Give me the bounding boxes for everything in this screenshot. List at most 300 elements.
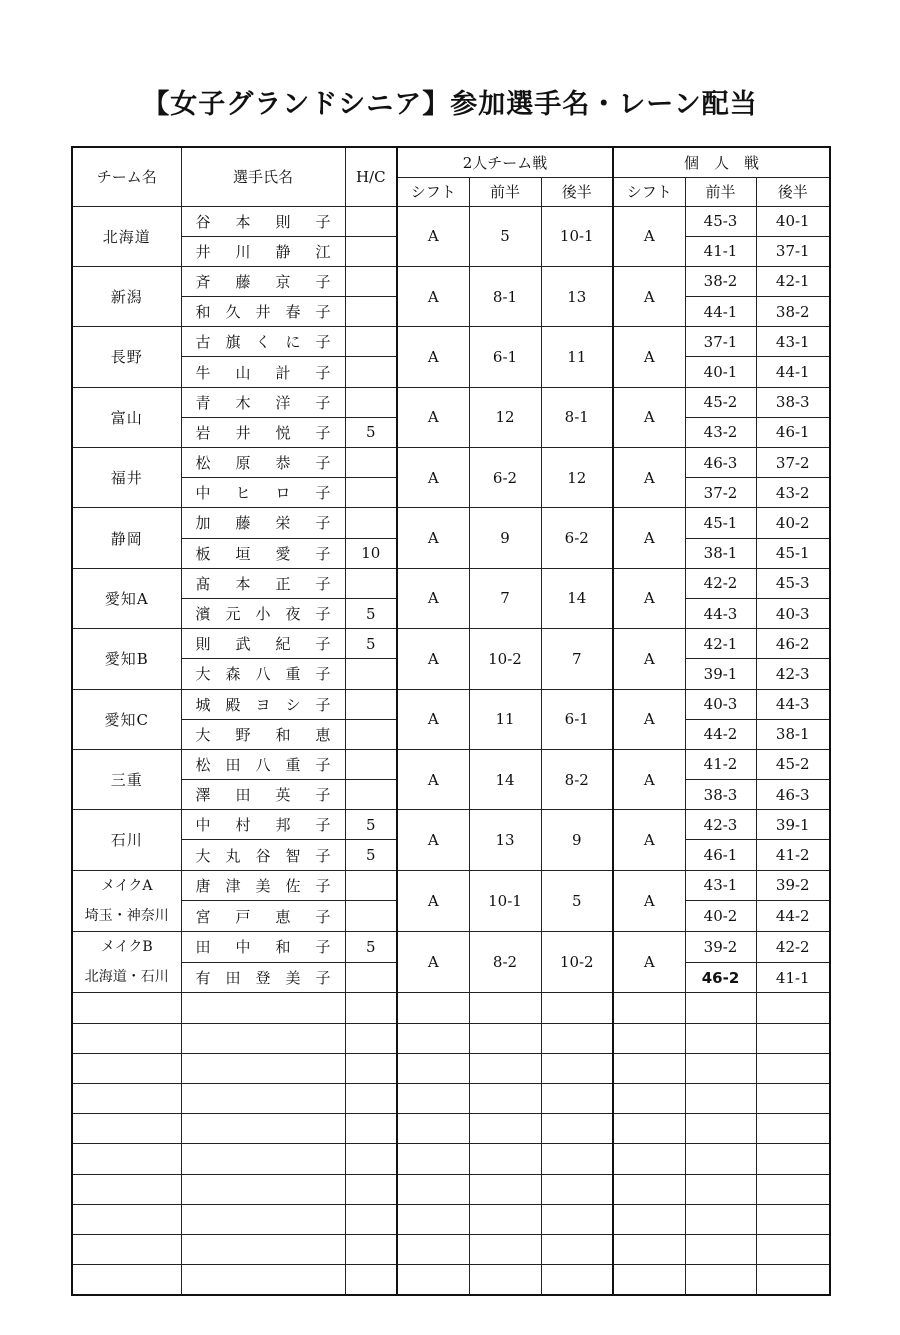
blank-cell	[541, 1204, 613, 1234]
individual-shift: A	[613, 508, 685, 568]
player-name: 板垣愛子	[181, 538, 345, 568]
individual-second-lane: 41-2	[756, 840, 830, 870]
individual-first-lane: 46-3	[685, 448, 756, 478]
blank-cell	[72, 1234, 181, 1264]
handicap-value: 10	[345, 538, 397, 568]
player-name: 澤田英子	[181, 780, 345, 810]
blank-cell	[613, 1083, 685, 1113]
team-name-line: 石川	[110, 831, 143, 850]
doubles-second-lane: 14	[541, 568, 613, 628]
blank-cell	[72, 1174, 181, 1204]
blank-cell	[345, 1234, 397, 1264]
blank-cell	[72, 1023, 181, 1053]
player-name: 谷本則子	[181, 206, 345, 236]
doubles-shift: A	[397, 749, 469, 809]
handicap-value	[345, 962, 397, 993]
doubles-first-lane: 8-2	[469, 932, 541, 993]
blank-cell	[756, 1083, 830, 1113]
individual-second-lane: 38-2	[756, 297, 830, 327]
table-row	[72, 810, 830, 840]
blank-cell	[345, 1083, 397, 1113]
individual-shift: A	[613, 689, 685, 749]
blank-cell	[181, 1083, 345, 1113]
blank-cell	[613, 993, 685, 1023]
header-team: チーム名	[72, 147, 181, 206]
blank-cell	[541, 1144, 613, 1174]
player-name: 松田八重子	[181, 749, 345, 779]
blank-cell	[72, 1114, 181, 1144]
blank-cell	[469, 1265, 541, 1295]
individual-first-lane: 45-2	[685, 387, 756, 417]
team-name	[72, 870, 181, 931]
handicap-value	[345, 659, 397, 689]
handicap-value	[345, 478, 397, 508]
doubles-shift: A	[397, 266, 469, 326]
individual-second-lane: 40-1	[756, 206, 830, 236]
team-name-line: 愛知B	[104, 650, 149, 669]
player-name: 唐津美佐子	[181, 870, 345, 901]
team-name-line: 埼玉・神奈川	[84, 907, 169, 924]
blank-cell	[397, 1144, 469, 1174]
individual-first-lane: 44-2	[685, 719, 756, 749]
player-name: 有田登美子	[181, 962, 345, 993]
individual-first-lane: 38-1	[685, 538, 756, 568]
doubles-shift: A	[397, 206, 469, 266]
blank-cell	[469, 1204, 541, 1234]
individual-first-lane: 44-1	[685, 297, 756, 327]
table-row	[72, 266, 830, 296]
handicap-value: 5	[345, 840, 397, 870]
handicap-value: 5	[345, 810, 397, 840]
player-name: 牛山計子	[181, 357, 345, 387]
blank-cell	[756, 1144, 830, 1174]
team-name-line: 愛知A	[104, 589, 149, 608]
blank-cell	[756, 993, 830, 1023]
blank-cell	[685, 1174, 756, 1204]
doubles-second-lane: 8-1	[541, 387, 613, 447]
handicap-value	[345, 387, 397, 417]
individual-first-lane: 40-3	[685, 689, 756, 719]
blank-cell	[756, 1234, 830, 1264]
blank-row	[72, 1144, 830, 1174]
blank-cell	[469, 1144, 541, 1174]
blank-cell	[181, 1204, 345, 1234]
individual-shift: A	[613, 870, 685, 931]
individual-second-lane: 38-3	[756, 387, 830, 417]
individual-second-lane: 39-1	[756, 810, 830, 840]
page-title: 【女子グランドシニア】参加選手名・レーン配当	[142, 89, 758, 120]
blank-cell	[756, 1174, 830, 1204]
blank-cell	[613, 1174, 685, 1204]
blank-cell	[397, 1204, 469, 1234]
individual-shift: A	[613, 387, 685, 447]
individual-second-lane: 37-2	[756, 448, 830, 478]
header-individual-first: 前半	[685, 177, 756, 206]
table-row	[72, 327, 830, 357]
blank-cell	[72, 993, 181, 1023]
blank-cell	[541, 1174, 613, 1204]
blank-row	[72, 1234, 830, 1264]
player-name: 岩井悦子	[181, 417, 345, 447]
blank-cell	[756, 1114, 830, 1144]
doubles-first-lane: 10-2	[469, 629, 541, 689]
doubles-first-lane: 10-1	[469, 870, 541, 931]
handicap-value	[345, 749, 397, 779]
blank-cell	[541, 1023, 613, 1053]
blank-cell	[613, 1114, 685, 1144]
doubles-shift: A	[397, 629, 469, 689]
player-name: 加藤栄子	[181, 508, 345, 538]
doubles-second-lane: 10-2	[541, 932, 613, 993]
team-name-line: 新潟	[110, 288, 143, 307]
individual-first-lane: 37-2	[685, 478, 756, 508]
blank-row	[72, 1114, 830, 1144]
individual-second-lane: 42-1	[756, 266, 830, 296]
table-row	[72, 749, 830, 779]
handicap-value	[345, 236, 397, 266]
player-name: 田中和子	[181, 932, 345, 963]
team-name	[72, 749, 181, 809]
doubles-shift: A	[397, 568, 469, 628]
blank-cell	[397, 993, 469, 1023]
blank-cell	[397, 1174, 469, 1204]
doubles-shift: A	[397, 448, 469, 508]
handicap-value	[345, 448, 397, 478]
handicap-value	[345, 297, 397, 327]
team-name	[72, 568, 181, 628]
handicap-value: 5	[345, 932, 397, 963]
handicap-value: 5	[345, 417, 397, 447]
blank-cell	[72, 1265, 181, 1295]
blank-cell	[756, 1023, 830, 1053]
blank-cell	[181, 1265, 345, 1295]
team-name-line: 三重	[110, 771, 143, 790]
blank-row	[72, 1174, 830, 1204]
blank-cell	[469, 1114, 541, 1144]
doubles-shift: A	[397, 689, 469, 749]
blank-cell	[613, 1234, 685, 1264]
doubles-second-lane: 11	[541, 327, 613, 387]
doubles-shift: A	[397, 810, 469, 870]
individual-shift: A	[613, 568, 685, 628]
table-row	[72, 689, 830, 719]
blank-cell	[345, 1114, 397, 1144]
individual-shift: A	[613, 810, 685, 870]
player-name: 斉藤京子	[181, 266, 345, 296]
player-name: 古旗くに子	[181, 327, 345, 357]
doubles-first-lane: 6-1	[469, 327, 541, 387]
blank-cell	[685, 1083, 756, 1113]
blank-row	[72, 1083, 830, 1113]
blank-cell	[345, 1265, 397, 1295]
doubles-first-lane: 5	[469, 206, 541, 266]
table-row	[72, 629, 830, 659]
individual-second-lane: 42-2	[756, 932, 830, 963]
player-name: 井川静江	[181, 236, 345, 266]
handicap-value	[345, 870, 397, 901]
handicap-value	[345, 327, 397, 357]
table-row	[72, 932, 830, 963]
individual-shift: A	[613, 266, 685, 326]
blank-row	[72, 1023, 830, 1053]
player-name: 大野和恵	[181, 719, 345, 749]
blank-cell	[685, 993, 756, 1023]
team-name-line: 長野	[110, 348, 143, 367]
header-individual: 個 人 戦	[613, 147, 830, 177]
individual-second-lane: 44-2	[756, 901, 830, 932]
player-name: 中村邦子	[181, 810, 345, 840]
blank-cell	[613, 1265, 685, 1295]
team-name	[72, 266, 181, 326]
blank-cell	[685, 1053, 756, 1083]
individual-second-lane: 40-3	[756, 598, 830, 628]
table-row	[72, 508, 830, 538]
team-name-line: 北海道・石川	[84, 969, 169, 986]
blank-cell	[756, 1053, 830, 1083]
handicap-value	[345, 568, 397, 598]
team-name	[72, 206, 181, 266]
blank-cell	[613, 1053, 685, 1083]
blank-cell	[613, 1204, 685, 1234]
doubles-shift: A	[397, 870, 469, 931]
blank-cell	[685, 1234, 756, 1264]
blank-cell	[685, 1265, 756, 1295]
doubles-second-lane: 7	[541, 629, 613, 689]
doubles-first-lane: 11	[469, 689, 541, 749]
doubles-second-lane: 5	[541, 870, 613, 931]
player-name: 松原恭子	[181, 448, 345, 478]
blank-cell	[541, 1083, 613, 1113]
doubles-second-lane: 6-2	[541, 508, 613, 568]
handicap-value	[345, 689, 397, 719]
doubles-second-lane: 9	[541, 810, 613, 870]
individual-second-lane: 39-2	[756, 870, 830, 901]
handicap-value	[345, 780, 397, 810]
individual-first-lane: 40-1	[685, 357, 756, 387]
individual-second-lane: 40-2	[756, 508, 830, 538]
individual-second-lane: 46-1	[756, 417, 830, 447]
header-player: 選手氏名	[181, 147, 345, 206]
handicap-value	[345, 266, 397, 296]
individual-second-lane: 46-3	[756, 780, 830, 810]
table-row	[72, 387, 830, 417]
individual-second-lane: 44-1	[756, 357, 830, 387]
individual-second-lane: 46-2	[756, 629, 830, 659]
blank-cell	[685, 1204, 756, 1234]
header-individual-second: 後半	[756, 177, 830, 206]
individual-first-lane: 42-2	[685, 568, 756, 598]
team-name-line: 北海道	[102, 227, 151, 246]
table-row	[72, 448, 830, 478]
blank-cell	[469, 1053, 541, 1083]
doubles-first-lane: 7	[469, 568, 541, 628]
blank-cell	[345, 1023, 397, 1053]
doubles-first-lane: 6-2	[469, 448, 541, 508]
individual-shift: A	[613, 932, 685, 993]
blank-cell	[345, 993, 397, 1023]
team-name	[72, 387, 181, 447]
blank-cell	[397, 1234, 469, 1264]
blank-row	[72, 1265, 830, 1295]
blank-cell	[685, 1023, 756, 1053]
lane-assignment-table	[71, 146, 831, 1296]
team-name-line: 静岡	[110, 529, 143, 548]
individual-first-lane: 45-1	[685, 508, 756, 538]
blank-cell	[397, 1023, 469, 1053]
blank-cell	[397, 1053, 469, 1083]
handicap-value	[345, 508, 397, 538]
team-name	[72, 810, 181, 870]
handicap-value: 5	[345, 598, 397, 628]
individual-second-lane: 37-1	[756, 236, 830, 266]
blank-row	[72, 993, 830, 1023]
blank-cell	[181, 1023, 345, 1053]
blank-cell	[397, 1083, 469, 1113]
player-name: 大丸谷智子	[181, 840, 345, 870]
blank-cell	[541, 1114, 613, 1144]
header-doubles: 2人チーム戦	[397, 147, 613, 177]
individual-shift: A	[613, 206, 685, 266]
blank-cell	[469, 993, 541, 1023]
table-row	[72, 870, 830, 901]
blank-row	[72, 1053, 830, 1083]
player-name: 城殿ヨシ子	[181, 689, 345, 719]
individual-first-lane: 40-2	[685, 901, 756, 932]
blank-cell	[469, 1023, 541, 1053]
blank-cell	[756, 1265, 830, 1295]
blank-cell	[397, 1114, 469, 1144]
individual-second-lane: 43-2	[756, 478, 830, 508]
blank-cell	[72, 1204, 181, 1234]
doubles-second-lane: 8-2	[541, 749, 613, 809]
player-name: 中ヒロ子	[181, 478, 345, 508]
blank-cell	[345, 1144, 397, 1174]
blank-cell	[541, 1265, 613, 1295]
blank-cell	[613, 1144, 685, 1174]
doubles-shift: A	[397, 327, 469, 387]
player-name: 髙本正子	[181, 568, 345, 598]
blank-cell	[345, 1204, 397, 1234]
doubles-first-lane: 14	[469, 749, 541, 809]
blank-cell	[397, 1265, 469, 1295]
blank-cell	[72, 1144, 181, 1174]
doubles-first-lane: 9	[469, 508, 541, 568]
handicap-value	[345, 357, 397, 387]
handicap-value: 5	[345, 629, 397, 659]
blank-cell	[469, 1234, 541, 1264]
team-name	[72, 508, 181, 568]
team-name-line: メイクA	[100, 877, 153, 894]
team-name	[72, 629, 181, 689]
individual-first-lane: 45-3	[685, 206, 756, 236]
individual-first-lane: 38-2	[685, 266, 756, 296]
individual-second-lane: 42-3	[756, 659, 830, 689]
player-name: 青木洋子	[181, 387, 345, 417]
player-name: 和久井春子	[181, 297, 345, 327]
team-name-line: 富山	[110, 408, 143, 427]
blank-cell	[72, 1053, 181, 1083]
blank-cell	[72, 1083, 181, 1113]
doubles-first-lane: 13	[469, 810, 541, 870]
individual-first-lane: 46-2	[685, 962, 756, 993]
doubles-second-lane: 10-1	[541, 206, 613, 266]
table-row	[72, 568, 830, 598]
individual-first-lane: 44-3	[685, 598, 756, 628]
individual-first-lane: 41-2	[685, 749, 756, 779]
handicap-value	[345, 719, 397, 749]
handicap-value	[345, 901, 397, 932]
team-name	[72, 932, 181, 993]
individual-first-lane: 43-1	[685, 870, 756, 901]
doubles-shift: A	[397, 387, 469, 447]
header-hc: H/C	[345, 147, 397, 206]
doubles-first-lane: 8-1	[469, 266, 541, 326]
individual-first-lane: 43-2	[685, 417, 756, 447]
player-name: 則武紀子	[181, 629, 345, 659]
individual-first-lane: 37-1	[685, 327, 756, 357]
individual-first-lane: 38-3	[685, 780, 756, 810]
individual-first-lane: 41-1	[685, 236, 756, 266]
team-name-line: メイクB	[100, 939, 153, 956]
individual-first-lane: 46-1	[685, 840, 756, 870]
individual-second-lane: 44-3	[756, 689, 830, 719]
blank-cell	[181, 1114, 345, 1144]
individual-second-lane: 43-1	[756, 327, 830, 357]
player-name: 大森八重子	[181, 659, 345, 689]
blank-cell	[756, 1204, 830, 1234]
header-individual-shift: シフト	[613, 177, 685, 206]
individual-shift: A	[613, 749, 685, 809]
team-name	[72, 448, 181, 508]
individual-second-lane: 41-1	[756, 962, 830, 993]
blank-cell	[181, 1053, 345, 1083]
blank-cell	[685, 1144, 756, 1174]
doubles-first-lane: 12	[469, 387, 541, 447]
player-name: 濱元小夜子	[181, 598, 345, 628]
individual-first-lane: 42-1	[685, 629, 756, 659]
team-name-line: 福井	[110, 469, 143, 488]
individual-shift: A	[613, 448, 685, 508]
blank-cell	[181, 1234, 345, 1264]
player-name: 宮戸恵子	[181, 901, 345, 932]
blank-cell	[541, 1053, 613, 1083]
blank-cell	[181, 1174, 345, 1204]
blank-cell	[469, 1174, 541, 1204]
doubles-shift: A	[397, 932, 469, 993]
blank-cell	[541, 1234, 613, 1264]
blank-row	[72, 1204, 830, 1234]
team-name	[72, 689, 181, 749]
doubles-shift: A	[397, 508, 469, 568]
blank-cell	[541, 993, 613, 1023]
handicap-value	[345, 206, 397, 236]
individual-second-lane: 38-1	[756, 719, 830, 749]
doubles-second-lane: 6-1	[541, 689, 613, 749]
blank-cell	[613, 1023, 685, 1053]
individual-second-lane: 45-3	[756, 568, 830, 598]
individual-first-lane: 39-1	[685, 659, 756, 689]
individual-shift: A	[613, 327, 685, 387]
individual-first-lane: 42-3	[685, 810, 756, 840]
doubles-second-lane: 12	[541, 448, 613, 508]
team-name-line: 愛知C	[104, 710, 149, 729]
header-doubles-shift: シフト	[397, 177, 469, 206]
individual-shift: A	[613, 629, 685, 689]
blank-cell	[181, 993, 345, 1023]
blank-cell	[685, 1114, 756, 1144]
blank-cell	[345, 1174, 397, 1204]
team-name	[72, 327, 181, 387]
